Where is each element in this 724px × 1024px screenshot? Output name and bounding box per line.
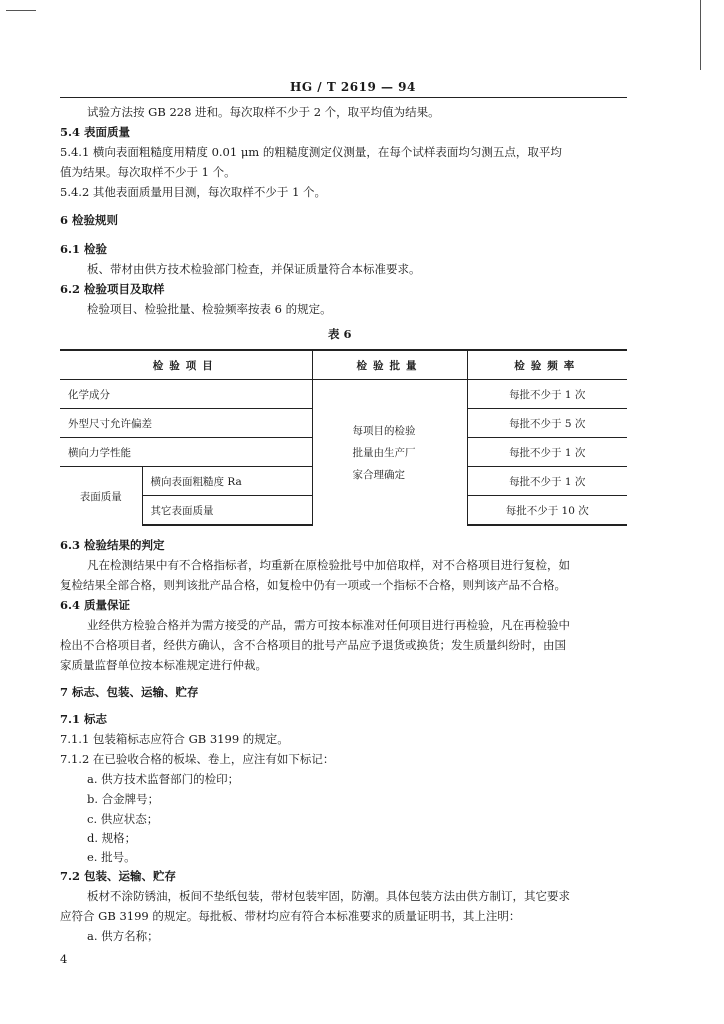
- table-header-batch: 检验批量: [312, 350, 467, 380]
- paragraph-6-2: 检验项目、检验批量、检验频率按表 6 的规定。: [87, 302, 332, 316]
- paragraph-6-1: 板、带材由供方技术检验部门检查，并保证质量符合本标准要求。: [87, 262, 421, 276]
- section-heading-7-1: 7.1 标志: [60, 712, 108, 726]
- paragraph-line: 检出不合格项目者，经供方确认，含不合格项目的批号产品应予退货或换货；发生质量纠纷时，由国: [60, 638, 566, 652]
- table-cell-batch: [312, 380, 467, 526]
- table-header-frequency: 检验频率: [467, 350, 627, 380]
- list-item: e. 批号。: [87, 850, 136, 864]
- table-cell-item: 横向力学性能: [60, 438, 312, 467]
- section-heading-7: 7 标志、包装、运输、贮存: [60, 685, 199, 699]
- section-heading-6-2: 6.2 检验项目及取样: [60, 282, 165, 296]
- list-item: d. 规格；: [87, 831, 137, 845]
- paragraph-6-4: 业经供方检验合格并为需方接受的产品，需方可按本标准对任何项目进行再检验，凡在再检验中: [87, 618, 570, 632]
- table-cell-frequency: 每批不少于 1 次: [467, 467, 627, 496]
- paragraph-line: 值为结果。每次取样不少于 1 个。: [60, 165, 236, 179]
- table-row: [60, 380, 627, 409]
- table-cell-subitem: 横向表面粗糙度 Ra: [142, 467, 312, 496]
- section-heading-6: 6 检验规则: [60, 213, 119, 227]
- table-caption: 表 6: [328, 327, 352, 341]
- list-item: c. 供应状态；: [87, 812, 159, 826]
- table-header-row: [60, 350, 627, 380]
- section-heading-6-3: 6.3 检验结果的判定: [60, 538, 165, 552]
- table-cell-subitem: 其它表面质量: [142, 496, 312, 526]
- scan-edge-mark: [6, 10, 36, 11]
- paragraph-5-4-1: 5.4.1 横向表面粗糙度用精度 0.01 μm 的粗糙度测定仪测量，在每个试样表面均匀测五点，取平均: [60, 145, 562, 159]
- paragraph-line: 家质量监督单位按本标准规定进行仲裁。: [60, 658, 267, 672]
- section-heading-5-4: 5.4 表面质量: [60, 125, 131, 139]
- paragraph-5-4-2: 5.4.2 其他表面质量用目测，每次取样不少于 1 个。: [60, 185, 327, 199]
- paragraph-7-1-1: 7.1.1 包装箱标志应符合 GB 3199 的规定。: [60, 732, 289, 746]
- table-cell-frequency: 每批不少于 10 次: [467, 496, 627, 526]
- table-cell-frequency: 每批不少于 1 次: [467, 380, 627, 409]
- document-code: HG / T 2619 — 94: [290, 80, 416, 94]
- list-item: a. 供方技术监督部门的检印；: [87, 772, 240, 786]
- scan-right-edge: [700, 0, 701, 70]
- section-heading-6-1: 6.1 检验: [60, 242, 108, 256]
- page-number: 4: [60, 952, 68, 966]
- table-6: [60, 349, 627, 526]
- table-cell-frequency: 每批不少于 5 次: [467, 409, 627, 438]
- table-header-item: 检验项目: [60, 350, 312, 380]
- batch-line: 批量由生产厂: [352, 446, 416, 459]
- table-cell-item: 化学成分: [68, 388, 110, 401]
- batch-line: 每项目的检验: [352, 424, 416, 437]
- header-rule: [60, 97, 627, 98]
- list-item: a. 供方名称；: [87, 929, 159, 943]
- section-heading-6-4: 6.4 质量保证: [60, 598, 131, 612]
- table-cell-frequency: 每批不少于 1 次: [467, 438, 627, 467]
- paragraph-6-3: 凡在检测结果中有不合格指标者，均重新在原检验批号中加倍取样，对不合格项目进行复检，如: [87, 558, 570, 572]
- section-heading-7-2: 7.2 包装、运输、贮存: [60, 869, 177, 883]
- batch-line: 家合理确定: [352, 468, 405, 481]
- paragraph-line: 复检结果全部合格，则判该批产品合格，如复检中仍有一项或一个指标不合格，则判该产品不合格。: [60, 578, 566, 592]
- paragraph-7-2: 板材不涂防锈油，板间不垫纸包装，带材包装牢固，防潮。具体包装方法由供方制订，其它要求: [87, 889, 570, 903]
- table-cell-group: 表面质量: [60, 467, 142, 526]
- table-cell-item: 外型尺寸允许偏差: [60, 409, 312, 438]
- paragraph-7-1-2: 7.1.2 在已验收合格的板垛、卷上，应注有如下标记：: [60, 752, 335, 766]
- paragraph-line: 试验方法按 GB 228 进和。每次取样不少于 2 个，取平均值为结果。: [87, 105, 440, 119]
- paragraph-line: 应符合 GB 3199 的规定。每批板、带材均应有符合本标准要求的质量证明书，其上注明：: [60, 909, 521, 923]
- list-item: b. 合金牌号；: [87, 792, 160, 806]
